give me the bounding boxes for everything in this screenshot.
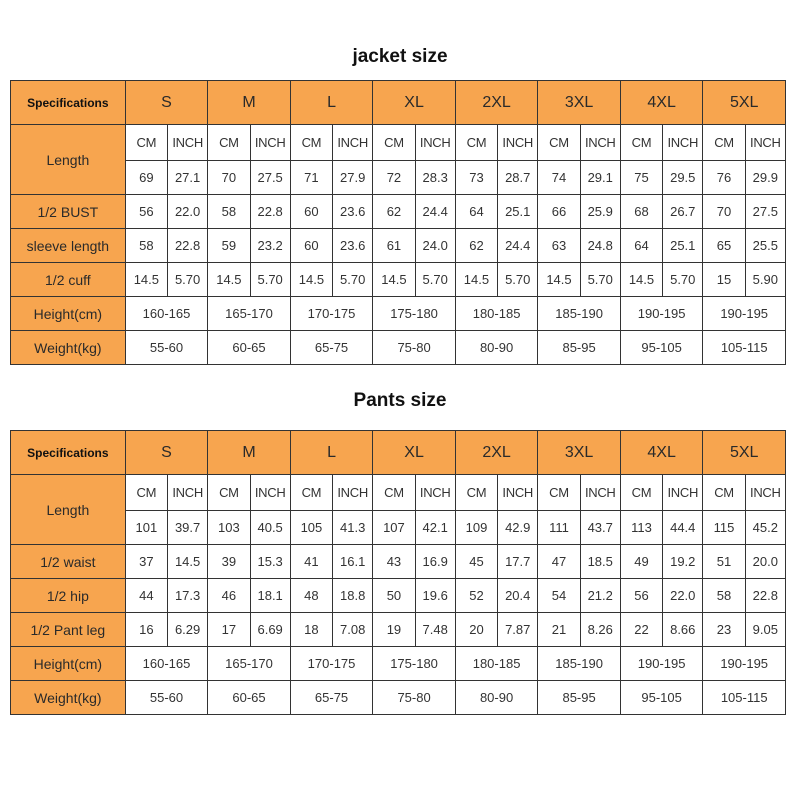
height-range: 165-170 bbox=[208, 297, 291, 331]
measure-value: 21 bbox=[538, 613, 580, 647]
length-value: 115 bbox=[703, 511, 745, 545]
height-range: 170-175 bbox=[290, 647, 373, 681]
weight-range: 95-105 bbox=[620, 331, 703, 365]
measure-value: 49 bbox=[620, 545, 662, 579]
unit-cell: INCH bbox=[415, 125, 455, 161]
measure-value: 45 bbox=[455, 545, 497, 579]
measure-value: 20.0 bbox=[745, 545, 785, 579]
length-value: 76 bbox=[703, 161, 745, 195]
size-header-3xl: 3XL bbox=[538, 81, 621, 125]
measure-value: 14.5 bbox=[538, 263, 580, 297]
size-header-l: L bbox=[290, 81, 373, 125]
unit-cell: INCH bbox=[333, 475, 373, 511]
length-value: 69 bbox=[125, 161, 167, 195]
measure-value: 5.70 bbox=[498, 263, 538, 297]
unit-cell: CM bbox=[290, 475, 332, 511]
measure-value: 43 bbox=[373, 545, 415, 579]
measure-value: 64 bbox=[620, 229, 662, 263]
unit-cell: CM bbox=[703, 475, 745, 511]
size-header-xl: XL bbox=[373, 431, 456, 475]
measure-value: 24.0 bbox=[415, 229, 455, 263]
measure-value: 47 bbox=[538, 545, 580, 579]
header-row bbox=[11, 431, 786, 475]
jacket-size-table bbox=[10, 80, 786, 365]
measure-label: 1/2 BUST bbox=[11, 195, 126, 229]
measure-value: 14.5 bbox=[208, 263, 250, 297]
measure-value: 6.69 bbox=[250, 613, 290, 647]
height-range: 160-165 bbox=[125, 647, 208, 681]
length-label: Length bbox=[11, 125, 126, 195]
size-header-2xl: 2XL bbox=[455, 431, 538, 475]
height-row bbox=[11, 297, 786, 331]
measure-value: 18.8 bbox=[333, 579, 373, 613]
measure-label: 1/2 cuff bbox=[11, 263, 126, 297]
measure-value: 14.5 bbox=[373, 263, 415, 297]
measure-value: 15 bbox=[703, 263, 745, 297]
weight-range: 65-75 bbox=[290, 331, 373, 365]
unit-cell: INCH bbox=[745, 475, 785, 511]
height-range: 175-180 bbox=[373, 297, 456, 331]
specifications-header: Specifications bbox=[11, 81, 126, 125]
header-row bbox=[11, 81, 786, 125]
weight-range: 85-95 bbox=[538, 331, 621, 365]
unit-cell: INCH bbox=[580, 475, 620, 511]
length-value: 27.9 bbox=[333, 161, 373, 195]
unit-cell: INCH bbox=[415, 475, 455, 511]
measure-value: 15.3 bbox=[250, 545, 290, 579]
measure-value: 26.7 bbox=[663, 195, 703, 229]
weight-row bbox=[11, 681, 786, 715]
size-header-4xl: 4XL bbox=[620, 81, 703, 125]
measure-value: 51 bbox=[703, 545, 745, 579]
unit-cell: INCH bbox=[250, 125, 290, 161]
measure-value: 8.66 bbox=[663, 613, 703, 647]
measure-value: 19.2 bbox=[663, 545, 703, 579]
weight-range: 75-80 bbox=[373, 681, 456, 715]
height-range: 190-195 bbox=[703, 297, 786, 331]
pants-size-table bbox=[10, 430, 786, 715]
measure-row bbox=[11, 613, 786, 647]
height-label: Height(cm) bbox=[11, 297, 126, 331]
measure-value: 18.5 bbox=[580, 545, 620, 579]
weight-range: 105-115 bbox=[703, 331, 786, 365]
measure-value: 22.8 bbox=[167, 229, 207, 263]
measure-value: 18 bbox=[290, 613, 332, 647]
measure-value: 17.7 bbox=[498, 545, 538, 579]
size-header-5xl: 5XL bbox=[703, 81, 786, 125]
length-value: 42.9 bbox=[498, 511, 538, 545]
length-value: 29.9 bbox=[745, 161, 785, 195]
height-range: 160-165 bbox=[125, 297, 208, 331]
measure-value: 5.70 bbox=[415, 263, 455, 297]
weight-range: 105-115 bbox=[703, 681, 786, 715]
measure-value: 22.8 bbox=[745, 579, 785, 613]
height-range: 170-175 bbox=[290, 297, 373, 331]
weight-range: 60-65 bbox=[208, 681, 291, 715]
measure-row bbox=[11, 263, 786, 297]
specifications-header: Specifications bbox=[11, 431, 126, 475]
unit-cell: CM bbox=[208, 125, 250, 161]
weight-range: 85-95 bbox=[538, 681, 621, 715]
measure-value: 25.5 bbox=[745, 229, 785, 263]
measure-value: 23.2 bbox=[250, 229, 290, 263]
length-value: 101 bbox=[125, 511, 167, 545]
measure-value: 56 bbox=[620, 579, 662, 613]
measure-row bbox=[11, 229, 786, 263]
measure-value: 24.4 bbox=[415, 195, 455, 229]
measure-value: 65 bbox=[703, 229, 745, 263]
weight-range: 55-60 bbox=[125, 681, 208, 715]
measure-value: 52 bbox=[455, 579, 497, 613]
length-value: 111 bbox=[538, 511, 580, 545]
measure-value: 22.0 bbox=[663, 579, 703, 613]
unit-cell: CM bbox=[455, 125, 497, 161]
measure-value: 46 bbox=[208, 579, 250, 613]
length-value: 45.2 bbox=[745, 511, 785, 545]
measure-value: 24.4 bbox=[498, 229, 538, 263]
measure-row bbox=[11, 545, 786, 579]
height-range: 180-185 bbox=[455, 647, 538, 681]
length-value: 109 bbox=[455, 511, 497, 545]
length-value: 74 bbox=[538, 161, 580, 195]
weight-range: 60-65 bbox=[208, 331, 291, 365]
measure-value: 7.08 bbox=[333, 613, 373, 647]
weight-range: 65-75 bbox=[290, 681, 373, 715]
measure-value: 68 bbox=[620, 195, 662, 229]
units-row bbox=[11, 475, 786, 511]
length-value: 43.7 bbox=[580, 511, 620, 545]
measure-value: 56 bbox=[125, 195, 167, 229]
length-label: Length bbox=[11, 475, 126, 545]
weight-range: 80-90 bbox=[455, 681, 538, 715]
length-value: 70 bbox=[208, 161, 250, 195]
measure-label: 1/2 Pant leg bbox=[11, 613, 126, 647]
measure-value: 5.70 bbox=[250, 263, 290, 297]
length-value: 103 bbox=[208, 511, 250, 545]
measure-value: 66 bbox=[538, 195, 580, 229]
size-header-m: M bbox=[208, 431, 291, 475]
measure-value: 14.5 bbox=[455, 263, 497, 297]
measure-value: 5.70 bbox=[333, 263, 373, 297]
measure-value: 25.9 bbox=[580, 195, 620, 229]
unit-cell: CM bbox=[538, 125, 580, 161]
weight-label: Weight(kg) bbox=[11, 681, 126, 715]
measure-value: 48 bbox=[290, 579, 332, 613]
measure-value: 37 bbox=[125, 545, 167, 579]
measure-value: 24.8 bbox=[580, 229, 620, 263]
measure-label: sleeve length bbox=[11, 229, 126, 263]
measure-value: 17 bbox=[208, 613, 250, 647]
measure-value: 14.5 bbox=[167, 545, 207, 579]
unit-cell: INCH bbox=[580, 125, 620, 161]
unit-cell: INCH bbox=[498, 125, 538, 161]
height-row bbox=[11, 647, 786, 681]
measure-value: 54 bbox=[538, 579, 580, 613]
measure-value: 50 bbox=[373, 579, 415, 613]
units-row bbox=[11, 125, 786, 161]
measure-value: 64 bbox=[455, 195, 497, 229]
length-value: 29.5 bbox=[663, 161, 703, 195]
length-value: 44.4 bbox=[663, 511, 703, 545]
measure-value: 70 bbox=[703, 195, 745, 229]
measure-value: 14.5 bbox=[290, 263, 332, 297]
measure-value: 20 bbox=[455, 613, 497, 647]
measure-value: 63 bbox=[538, 229, 580, 263]
size-header-xl: XL bbox=[373, 81, 456, 125]
measure-value: 61 bbox=[373, 229, 415, 263]
measure-value: 20.4 bbox=[498, 579, 538, 613]
unit-cell: INCH bbox=[250, 475, 290, 511]
length-value: 72 bbox=[373, 161, 415, 195]
height-range: 190-195 bbox=[703, 647, 786, 681]
measure-value: 7.87 bbox=[498, 613, 538, 647]
measure-row bbox=[11, 195, 786, 229]
measure-value: 62 bbox=[455, 229, 497, 263]
measure-value: 16.9 bbox=[415, 545, 455, 579]
unit-cell: CM bbox=[620, 125, 662, 161]
length-value: 107 bbox=[373, 511, 415, 545]
size-header-l: L bbox=[290, 431, 373, 475]
height-range: 190-195 bbox=[620, 297, 703, 331]
size-header-s: S bbox=[125, 431, 208, 475]
unit-cell: INCH bbox=[663, 475, 703, 511]
measure-value: 5.70 bbox=[580, 263, 620, 297]
unit-cell: CM bbox=[538, 475, 580, 511]
height-range: 175-180 bbox=[373, 647, 456, 681]
unit-cell: CM bbox=[125, 125, 167, 161]
length-value: 27.5 bbox=[250, 161, 290, 195]
length-value: 28.7 bbox=[498, 161, 538, 195]
length-row bbox=[11, 511, 786, 545]
measure-value: 14.5 bbox=[125, 263, 167, 297]
measure-value: 59 bbox=[208, 229, 250, 263]
measure-value: 22.0 bbox=[167, 195, 207, 229]
measure-value: 14.5 bbox=[620, 263, 662, 297]
measure-value: 21.2 bbox=[580, 579, 620, 613]
weight-row bbox=[11, 331, 786, 365]
length-value: 29.1 bbox=[580, 161, 620, 195]
measure-value: 8.26 bbox=[580, 613, 620, 647]
length-value: 39.7 bbox=[167, 511, 207, 545]
measure-value: 58 bbox=[703, 579, 745, 613]
measure-value: 44 bbox=[125, 579, 167, 613]
unit-cell: CM bbox=[703, 125, 745, 161]
size-header-5xl: 5XL bbox=[703, 431, 786, 475]
measure-value: 60 bbox=[290, 195, 332, 229]
measure-value: 7.48 bbox=[415, 613, 455, 647]
size-header-2xl: 2XL bbox=[455, 81, 538, 125]
measure-value: 23 bbox=[703, 613, 745, 647]
measure-value: 17.3 bbox=[167, 579, 207, 613]
weight-label: Weight(kg) bbox=[11, 331, 126, 365]
measure-value: 22.8 bbox=[250, 195, 290, 229]
size-header-m: M bbox=[208, 81, 291, 125]
measure-value: 25.1 bbox=[498, 195, 538, 229]
measure-value: 19.6 bbox=[415, 579, 455, 613]
size-header-3xl: 3XL bbox=[538, 431, 621, 475]
unit-cell: CM bbox=[373, 125, 415, 161]
length-value: 42.1 bbox=[415, 511, 455, 545]
unit-cell: INCH bbox=[498, 475, 538, 511]
measure-value: 6.29 bbox=[167, 613, 207, 647]
height-range: 180-185 bbox=[455, 297, 538, 331]
measure-value: 9.05 bbox=[745, 613, 785, 647]
height-range: 190-195 bbox=[620, 647, 703, 681]
measure-value: 58 bbox=[125, 229, 167, 263]
measure-value: 19 bbox=[373, 613, 415, 647]
unit-cell: INCH bbox=[663, 125, 703, 161]
measure-value: 25.1 bbox=[663, 229, 703, 263]
measure-label: 1/2 hip bbox=[11, 579, 126, 613]
length-value: 27.1 bbox=[167, 161, 207, 195]
measure-label: 1/2 waist bbox=[11, 545, 126, 579]
measure-value: 5.70 bbox=[663, 263, 703, 297]
measure-value: 23.6 bbox=[333, 195, 373, 229]
unit-cell: INCH bbox=[333, 125, 373, 161]
unit-cell: INCH bbox=[167, 475, 207, 511]
length-value: 40.5 bbox=[250, 511, 290, 545]
weight-range: 55-60 bbox=[125, 331, 208, 365]
measure-value: 16.1 bbox=[333, 545, 373, 579]
measure-row bbox=[11, 579, 786, 613]
size-header-4xl: 4XL bbox=[620, 431, 703, 475]
length-row bbox=[11, 161, 786, 195]
unit-cell: CM bbox=[290, 125, 332, 161]
unit-cell: CM bbox=[208, 475, 250, 511]
length-value: 41.3 bbox=[333, 511, 373, 545]
weight-range: 95-105 bbox=[620, 681, 703, 715]
unit-cell: INCH bbox=[167, 125, 207, 161]
length-value: 71 bbox=[290, 161, 332, 195]
measure-value: 41 bbox=[290, 545, 332, 579]
weight-range: 75-80 bbox=[373, 331, 456, 365]
measure-value: 62 bbox=[373, 195, 415, 229]
length-value: 28.3 bbox=[415, 161, 455, 195]
length-value: 75 bbox=[620, 161, 662, 195]
unit-cell: CM bbox=[620, 475, 662, 511]
length-value: 73 bbox=[455, 161, 497, 195]
unit-cell: CM bbox=[373, 475, 415, 511]
height-range: 185-190 bbox=[538, 647, 621, 681]
height-range: 185-190 bbox=[538, 297, 621, 331]
measure-value: 23.6 bbox=[333, 229, 373, 263]
length-value: 105 bbox=[290, 511, 332, 545]
pants-size-title: Pants size bbox=[353, 390, 447, 411]
length-value: 113 bbox=[620, 511, 662, 545]
unit-cell: INCH bbox=[745, 125, 785, 161]
measure-value: 60 bbox=[290, 229, 332, 263]
unit-cell: CM bbox=[125, 475, 167, 511]
height-range: 165-170 bbox=[208, 647, 291, 681]
measure-value: 18.1 bbox=[250, 579, 290, 613]
size-header-s: S bbox=[125, 81, 208, 125]
measure-value: 58 bbox=[208, 195, 250, 229]
measure-value: 16 bbox=[125, 613, 167, 647]
unit-cell: CM bbox=[455, 475, 497, 511]
measure-value: 22 bbox=[620, 613, 662, 647]
jacket-size-title: jacket size bbox=[352, 46, 448, 67]
measure-value: 27.5 bbox=[745, 195, 785, 229]
weight-range: 80-90 bbox=[455, 331, 538, 365]
height-label: Height(cm) bbox=[11, 647, 126, 681]
measure-value: 39 bbox=[208, 545, 250, 579]
measure-value: 5.90 bbox=[745, 263, 785, 297]
measure-value: 5.70 bbox=[167, 263, 207, 297]
